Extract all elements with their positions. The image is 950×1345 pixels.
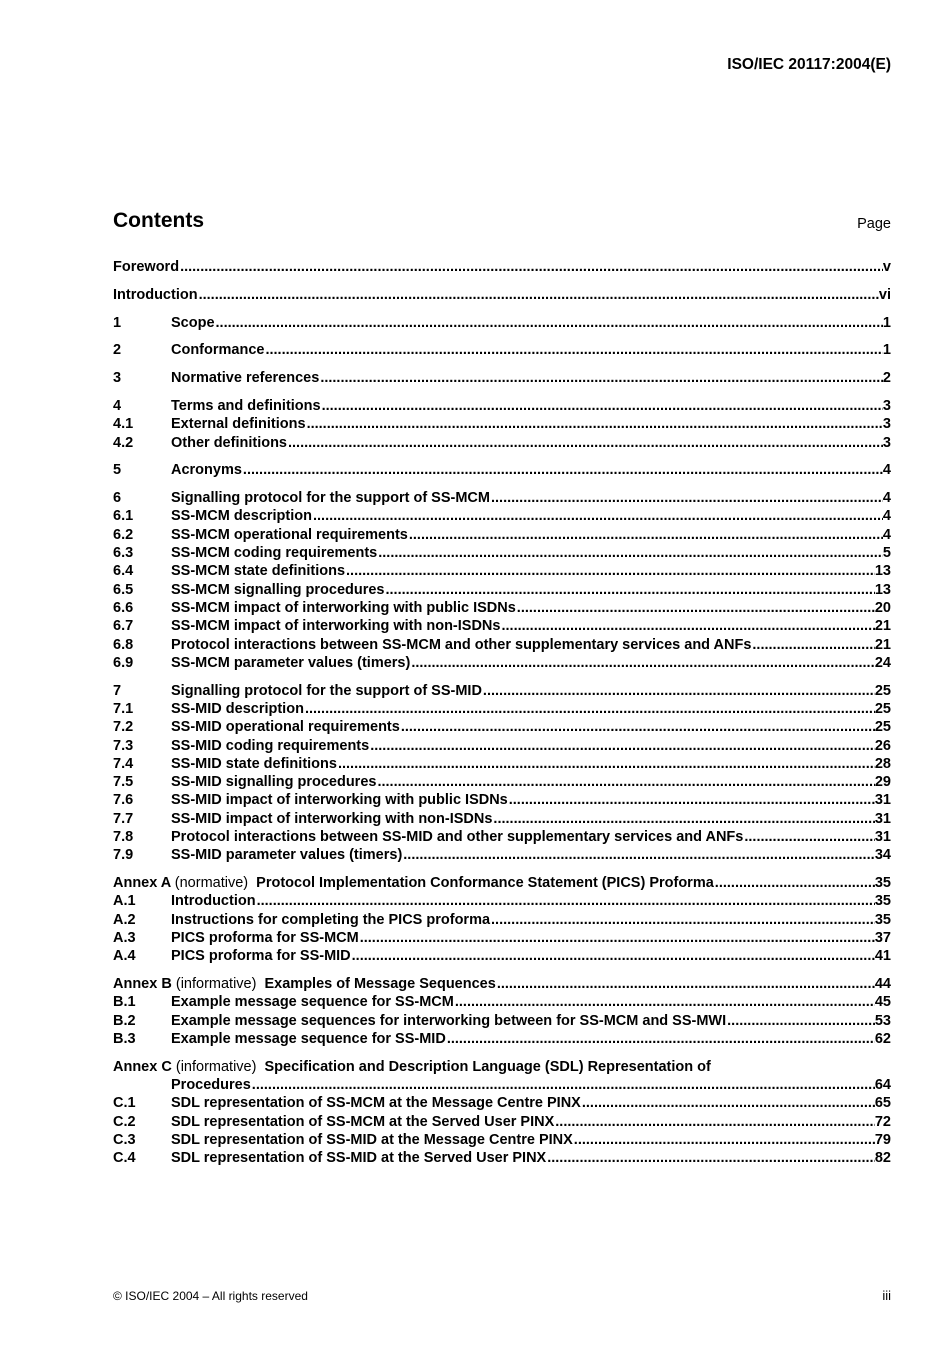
toc-entry[interactable]	[113, 526, 891, 544]
document-id-header: ISO/IEC 20117:2004(E)	[727, 56, 891, 73]
dot-leader	[312, 507, 883, 525]
toc-entry-number: A.1	[113, 893, 136, 910]
toc-entry-page: 21	[874, 618, 891, 635]
toc-entry-annex-c[interactable]	[113, 1058, 891, 1095]
toc-entry-page: 37	[874, 930, 891, 946]
toc-entry-number: C.3	[113, 1131, 136, 1148]
toc-entry-number: 4.2	[113, 434, 134, 451]
toc-entry-title: SS-MID impact of interworking with non-ISDNs	[171, 810, 493, 827]
toc-entry-title: SS-MCM description	[171, 508, 312, 525]
dot-leader	[306, 415, 883, 433]
toc-entry-title: Example message sequences for interworking between for SS-MCM and SS-MWI	[171, 1012, 727, 1029]
toc-entry-number: C.4	[113, 1150, 136, 1167]
annex-kind: (informative)	[175, 976, 257, 993]
toc-group	[113, 682, 891, 865]
toc-entry[interactable]	[113, 1012, 891, 1030]
toc-entry[interactable]	[113, 755, 891, 773]
toc-entry-title: Introduction	[113, 286, 198, 303]
dot-leader	[377, 544, 883, 562]
dot-leader	[446, 1030, 875, 1048]
toc-entry-page: 53	[874, 1012, 891, 1029]
dot-leader	[454, 993, 875, 1011]
toc-group	[113, 314, 891, 332]
toc-entry-introduction[interactable]	[113, 286, 891, 304]
toc-entry-title: Protocol interactions between SS-MCM and other supplementary services and ANFs	[171, 636, 752, 653]
toc-entry[interactable]	[113, 369, 891, 387]
toc-entry-number: 6.8	[113, 636, 134, 653]
toc-entry[interactable]	[113, 636, 891, 654]
toc-entry-title: Acronyms	[171, 462, 242, 479]
toc-entry-page: 4	[882, 490, 891, 507]
toc-entry-title: PICS proforma for SS-MCM	[171, 930, 359, 946]
toc-entry-number: 6	[113, 490, 122, 507]
toc-entry-number: 7.6	[113, 792, 134, 809]
toc-entry[interactable]	[113, 1113, 891, 1131]
copyright-notice: © ISO/IEC 2004 – All rights reserved	[113, 1289, 308, 1303]
toc-entry[interactable]	[113, 1131, 891, 1149]
toc-entry[interactable]	[113, 911, 891, 929]
toc-entry[interactable]	[113, 737, 891, 755]
toc-entry-page: 13	[874, 563, 891, 580]
toc-entry-title: SS-MCM operational requirements	[171, 526, 408, 543]
dot-leader	[179, 258, 883, 276]
toc-entry-title: SDL representation of SS-MID at the Message Centre PINX	[171, 1131, 573, 1148]
toc-entry-title: PICS proforma for SS-MID	[171, 948, 351, 965]
dot-leader	[264, 341, 882, 359]
toc-entry[interactable]	[113, 341, 891, 359]
annex-heading	[113, 1058, 711, 1076]
toc-entry-page: 1	[882, 314, 891, 331]
toc-entry-page: 65	[874, 1095, 891, 1112]
toc-group-annex-c	[113, 1058, 891, 1168]
toc-entry-page: 35	[874, 875, 891, 892]
toc-entry-page: 20	[874, 599, 891, 616]
toc-entry-number: 7.9	[113, 847, 134, 864]
toc-entry[interactable]	[113, 929, 891, 947]
toc-entry[interactable]	[113, 599, 891, 617]
toc-entry-number: B.1	[113, 994, 136, 1011]
toc-entry-page: 31	[874, 810, 891, 827]
toc-entry-page: 28	[874, 755, 891, 772]
toc-entry-title: SS-MID signalling procedures	[171, 774, 377, 791]
dot-leader	[287, 434, 883, 452]
dot-leader	[482, 682, 875, 700]
dot-leader	[319, 369, 883, 387]
toc-entry-title: SS-MID operational requirements	[171, 719, 400, 736]
toc-entry[interactable]	[113, 700, 891, 718]
toc-entry-page: 24	[874, 654, 891, 671]
toc-entry-page: vi	[878, 286, 891, 303]
dot-leader	[215, 314, 883, 332]
toc-entry-page: 4	[882, 526, 891, 543]
toc-entry[interactable]	[113, 718, 891, 736]
toc-entry-title: SDL representation of SS-MID at the Served User PINX	[171, 1150, 547, 1167]
toc-entry-number: C.1	[113, 1095, 136, 1112]
toc-entry-number: 7.1	[113, 700, 134, 717]
toc-entry-number: 7.5	[113, 774, 134, 791]
page-number: iii	[882, 1288, 891, 1303]
dot-leader	[385, 581, 875, 599]
dot-leader	[400, 718, 875, 736]
toc-entry[interactable]	[113, 489, 891, 507]
toc-entry-page: 3	[882, 434, 891, 451]
annex-kind: (informative)	[175, 1058, 257, 1075]
toc-group	[113, 489, 891, 672]
toc-entry-annex-a[interactable]	[113, 874, 891, 892]
toc-entry[interactable]	[113, 1094, 891, 1112]
toc-entry[interactable]	[113, 581, 891, 599]
toc-entry-page: 34	[874, 847, 891, 864]
toc-entry-page: 62	[874, 1030, 891, 1047]
dot-leader	[256, 892, 875, 910]
toc-entry[interactable]	[113, 415, 891, 433]
toc-entry-page: 29	[874, 774, 891, 791]
toc-entry-page: 3	[882, 397, 891, 414]
toc-entry[interactable]	[113, 314, 891, 332]
toc-entry-number: 1	[113, 314, 122, 331]
toc-entry-number: 6.7	[113, 618, 134, 635]
toc-entry-number: C.2	[113, 1113, 136, 1130]
toc-entry-number: 7.3	[113, 737, 134, 754]
toc-entry-page: 25	[874, 682, 891, 699]
toc-entry-page: 5	[882, 545, 891, 562]
toc-group	[113, 397, 891, 452]
toc-entry[interactable]	[113, 397, 891, 415]
toc-entry[interactable]	[113, 682, 891, 700]
dot-leader	[490, 489, 883, 507]
toc-entry-number: 6.5	[113, 581, 134, 598]
toc-entry[interactable]	[113, 544, 891, 562]
contents-heading: Contents	[113, 209, 204, 232]
table-of-contents	[113, 258, 891, 1177]
toc-entry-number: B.2	[113, 1012, 136, 1029]
toc-entry-title: SS-MID parameter values (timers)	[171, 847, 403, 864]
toc-entry[interactable]	[113, 461, 891, 479]
toc-entry-title: Example message sequence for SS-MID	[171, 1030, 446, 1047]
dot-leader	[751, 636, 874, 654]
annex-heading	[113, 975, 496, 993]
toc-entry-title: Terms and definitions	[171, 397, 321, 414]
toc-entry-page: 41	[874, 948, 891, 965]
dot-leader	[304, 700, 875, 718]
toc-entry-title: SS-MCM impact of interworking with non-ISDNs	[171, 618, 501, 635]
toc-entry-foreword[interactable]	[113, 258, 891, 276]
toc-entry-page: 1	[882, 342, 891, 359]
toc-entry[interactable]	[113, 773, 891, 791]
annex-title: Protocol Implementation Conformance Statement (PICS) Proforma	[256, 875, 714, 892]
toc-entry-number: 6.2	[113, 526, 134, 543]
toc-entry[interactable]	[113, 791, 891, 809]
toc-entry-page: 4	[882, 462, 891, 479]
annex-label: Annex B	[113, 976, 172, 993]
toc-entry-number: 7	[113, 682, 122, 699]
toc-entry-page: 72	[874, 1113, 891, 1130]
annex-title: Examples of Message Sequences	[264, 976, 496, 993]
annex-heading	[113, 874, 714, 892]
toc-entry-title: External definitions	[171, 416, 306, 433]
toc-entry-number: 4	[113, 397, 122, 414]
dot-leader	[359, 929, 875, 947]
toc-entry[interactable]	[113, 1030, 891, 1048]
toc-entry-number: 6.9	[113, 654, 134, 671]
toc-entry-number: A.4	[113, 948, 136, 965]
annex-title: Specification and Description Language (SDL) Representation of	[264, 1058, 711, 1075]
dot-leader	[516, 599, 875, 617]
toc-entry-number: 5	[113, 462, 122, 479]
dot-leader	[581, 1094, 875, 1112]
toc-entry-title: Example message sequence for SS-MCM	[171, 994, 454, 1011]
toc-entry-number: 2	[113, 342, 122, 359]
toc-entry-title: SS-MID coding requirements	[171, 737, 370, 754]
toc-entry-title: Other definitions	[171, 434, 287, 451]
toc-entry-annex-b[interactable]	[113, 975, 891, 993]
toc-entry-title: Normative references	[171, 370, 320, 387]
toc-entry-number: 4.1	[113, 416, 134, 433]
annex-title-continued: Procedures	[171, 1077, 251, 1094]
dot-leader	[198, 286, 879, 304]
toc-entry-number: 7.8	[113, 829, 134, 846]
toc-group	[113, 286, 891, 304]
dot-leader	[490, 911, 875, 929]
toc-entry-title: Foreword	[113, 259, 180, 275]
toc-entry-page: 2	[882, 370, 891, 387]
toc-group	[113, 461, 891, 479]
toc-entry[interactable]	[113, 892, 891, 910]
toc-entry-title: Conformance	[171, 342, 265, 359]
dot-leader	[496, 975, 875, 993]
toc-entry-number: 7.7	[113, 810, 134, 827]
toc-entry-title: SS-MCM coding requirements	[171, 545, 378, 562]
toc-entry-title: SS-MID state definitions	[171, 755, 337, 772]
toc-entry-number: B.3	[113, 1030, 136, 1047]
toc-entry-number: 6.3	[113, 545, 134, 562]
toc-entry[interactable]	[113, 1149, 891, 1167]
toc-entry-page: 25	[874, 700, 891, 717]
toc-entry[interactable]	[113, 434, 891, 452]
dot-leader	[492, 810, 874, 828]
toc-entry-title: SDL representation of SS-MCM at the Served User PINX	[171, 1113, 555, 1130]
dot-leader	[369, 737, 875, 755]
toc-entry[interactable]	[113, 810, 891, 828]
toc-entry-page: 3	[882, 416, 891, 433]
dot-leader	[337, 755, 875, 773]
toc-group-annex-a	[113, 874, 891, 965]
toc-entry-number: 7.2	[113, 719, 134, 736]
dot-leader	[546, 1149, 875, 1167]
toc-entry[interactable]	[113, 846, 891, 864]
toc-entry[interactable]	[113, 828, 891, 846]
dot-leader	[726, 1012, 875, 1030]
toc-entry-page: 26	[874, 737, 891, 754]
toc-entry-title: SS-MCM signalling procedures	[171, 581, 385, 598]
dot-leader	[345, 562, 875, 580]
toc-entry-title: Protocol interactions between SS-MID and other supplementary services and ANFs	[171, 829, 744, 846]
toc-entry-title: Scope	[171, 314, 215, 331]
annex-kind: (normative)	[174, 875, 249, 892]
toc-entry-page: 35	[874, 893, 891, 910]
page-column-label: Page	[857, 216, 891, 232]
toc-entry-title: Signalling protocol for the support of SS-MID	[171, 682, 482, 699]
toc-entry-page: 25	[874, 719, 891, 736]
toc-entry-page: 4	[882, 508, 891, 525]
toc-entry-title: SS-MID impact of interworking with public ISDNs	[171, 792, 508, 809]
toc-entry-page: v	[882, 259, 891, 275]
toc-entry-page: 31	[874, 829, 891, 846]
toc-group	[113, 341, 891, 359]
toc-entry-title: SDL representation of SS-MCM at the Message Centre PINX	[171, 1095, 581, 1112]
toc-entry-number: A.2	[113, 911, 136, 928]
dot-leader	[714, 874, 875, 892]
toc-entry-page: 64	[874, 1077, 891, 1094]
toc-entry-number: 6.6	[113, 599, 134, 616]
dot-leader	[402, 846, 875, 864]
toc-entry-title: SS-MID description	[171, 700, 304, 717]
dot-leader	[408, 526, 883, 544]
toc-entry[interactable]	[113, 507, 891, 525]
dot-leader	[508, 791, 875, 809]
toc-entry-title: Signalling protocol for the support of SS-MCM	[171, 490, 490, 507]
toc-entry[interactable]	[113, 947, 891, 965]
dot-leader	[321, 397, 883, 415]
dot-leader	[242, 461, 883, 479]
toc-entry-page: 79	[874, 1131, 891, 1148]
toc-entry-title: SS-MCM impact of interworking with public ISDNs	[171, 599, 516, 616]
toc-entry[interactable]	[113, 993, 891, 1011]
toc-entry-page: 35	[874, 911, 891, 928]
toc-entry-page: 44	[874, 976, 891, 993]
toc-entry-number: 3	[113, 370, 122, 387]
toc-entry[interactable]	[113, 617, 891, 635]
dot-leader	[410, 654, 875, 672]
toc-entry-page: 31	[874, 792, 891, 809]
toc-entry-number: A.3	[113, 930, 136, 946]
dot-leader	[351, 947, 875, 965]
annex-label: Annex A	[113, 875, 171, 892]
dot-leader	[554, 1113, 875, 1131]
toc-entry-page: 82	[874, 1150, 891, 1167]
toc-entry-number: 6.4	[113, 563, 134, 580]
toc-group	[113, 369, 891, 387]
toc-entry-title: Introduction	[171, 893, 256, 910]
dot-leader	[251, 1076, 875, 1094]
toc-entry-number: 6.1	[113, 508, 134, 525]
toc-entry-title: SS-MCM state definitions	[171, 563, 346, 580]
dot-leader	[573, 1131, 875, 1149]
dot-leader	[376, 773, 874, 791]
annex-label: Annex C	[113, 1058, 172, 1075]
toc-entry-title: Instructions for completing the PICS proforma	[171, 911, 491, 928]
dot-leader	[500, 617, 874, 635]
toc-entry-title: SS-MCM parameter values (timers)	[171, 654, 411, 671]
dot-leader	[743, 828, 875, 846]
toc-entry[interactable]	[113, 654, 891, 672]
toc-entry-number: 7.4	[113, 755, 134, 772]
toc-entry[interactable]	[113, 562, 891, 580]
toc-group	[113, 258, 891, 276]
toc-entry-page: 45	[874, 994, 891, 1011]
toc-group-annex-b	[113, 975, 891, 1048]
toc-entry-page: 21	[874, 636, 891, 653]
toc-entry-page: 13	[874, 581, 891, 598]
